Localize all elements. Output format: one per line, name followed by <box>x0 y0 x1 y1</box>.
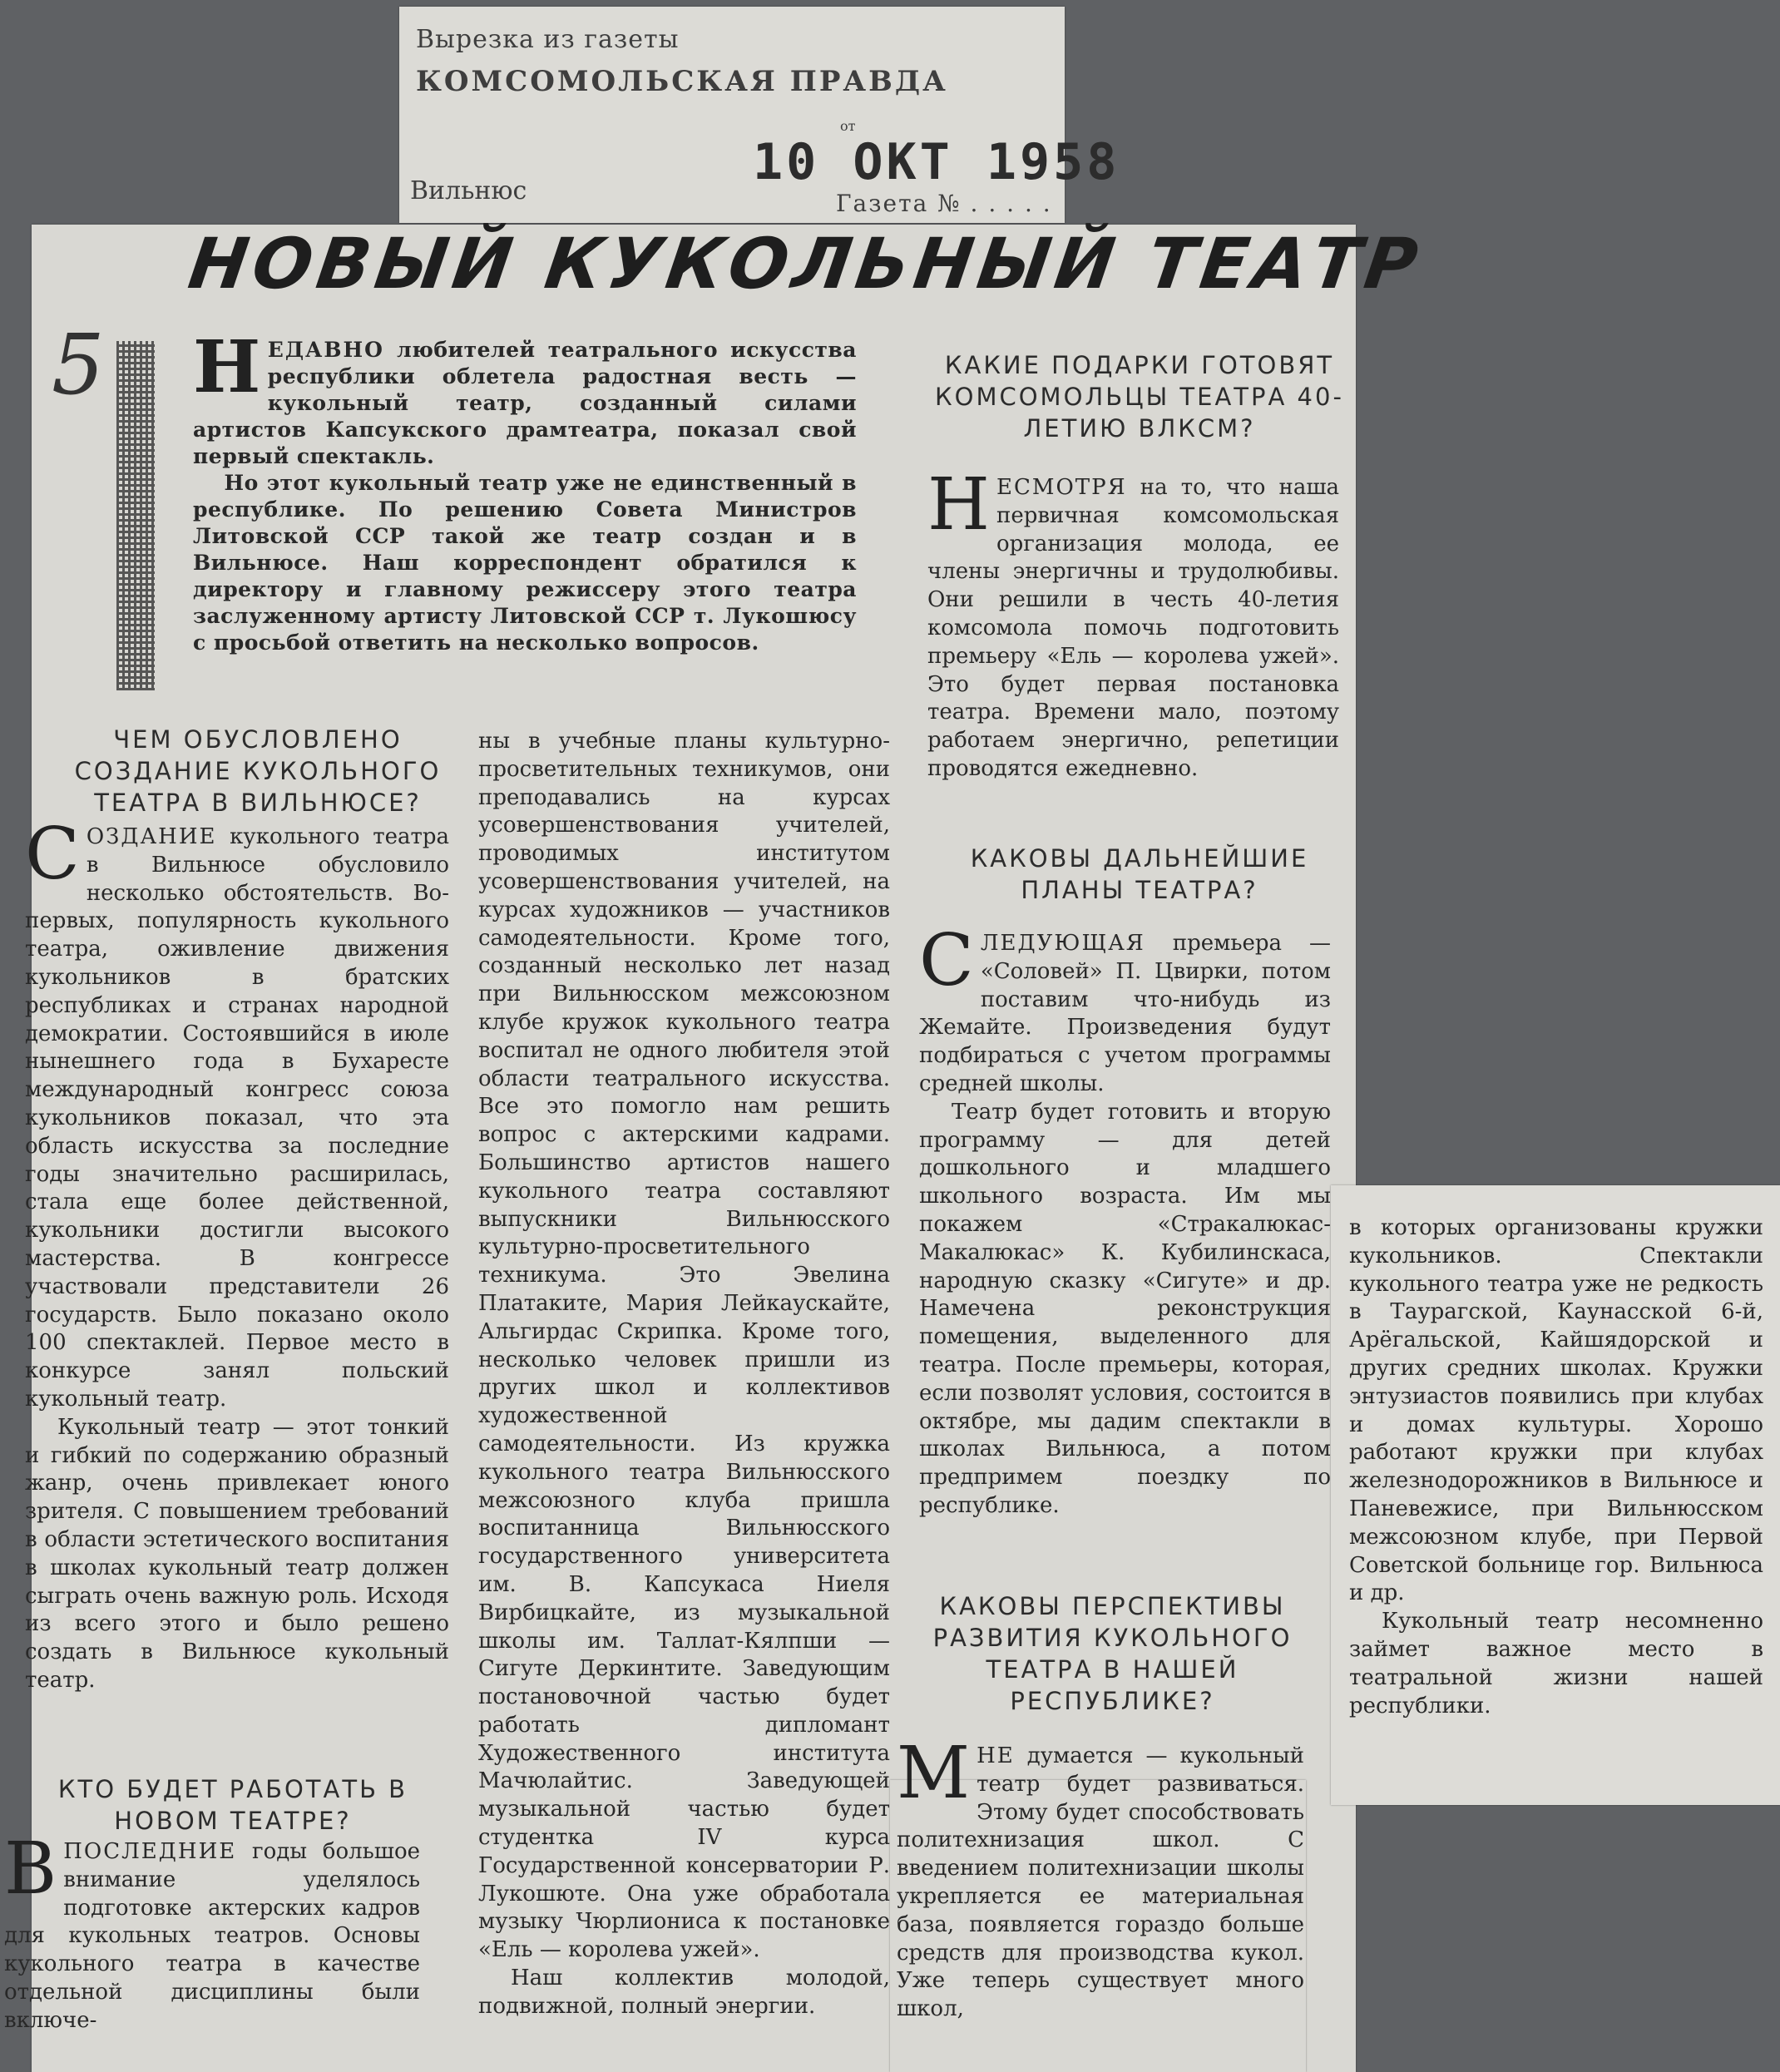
question-1-heading: ЧЕМ ОБУСЛОВЛЕНО СОЗДАНИЕ КУКОЛЬНОГО ТЕАТРА В ВИЛЬНЮСЕ? <box>74 725 442 817</box>
answer-1-block <box>25 813 449 1695</box>
intro-paragraph-1 <box>193 325 857 470</box>
answer-1-paragraph-2: Кукольный театр — этот тонкий и гибкий по содержанию образный жанр, очень привлекает юного зрителя. С повышением требований в области эстетического воспитания в школах кукольный театр должен сыграть очень важную роль. Исходя из всего этого и было решено создать в Вильнюсе кукольный театр. <box>25 1414 449 1693</box>
answer-4-paragraph-2: Театр будет готовить и вторую программу — для детей дошкольного и младшего школьного возраста. Им мы покажем «Стракалюкас-Макалюкас» К. Кубилинскаса, народную сказку «Сигуте» и др. Намечена реконструкция помещения, выделенного для театра. После премьеры, которая, если позволят условия, состоится в октябре, мы дадим спектакли в школах Вильнюса, а потом предпримем поездку по республике. <box>919 1099 1331 1518</box>
intro-paragraph-2: Но этот кукольный театр уже не единственный в республике. По решению Совета Министров Литовской ССР такой же театр создан и в Вильнюсе. Наш корреспондент обратился к директору и главному режиссеру этого театра заслуженному артисту Литовской ССР т. Лукошюсу с просьбой ответить на несколько вопросов. <box>193 471 857 655</box>
question-3-heading: КАКИЕ ПОДАРКИ ГОТОВЯТ КОМСОМОЛЬЦЫ ТЕАТРА 40-ЛЕТИЮ ВЛКСМ? <box>935 351 1344 443</box>
answer-5-lead-word: НЕ <box>977 1743 1015 1768</box>
label-from: от <box>840 118 856 134</box>
answer-4-p1-text: премьера — «Соловей» П. Цвирки, потом поставим что-нибудь из Жемайте. Произведения будут подбираться с учетом программы средней школы. <box>919 931 1331 1096</box>
answer-5-dropcap: М <box>897 1732 971 1815</box>
question-4-heading: КАКОВЫ ДАЛЬНЕЙШИЕ ПЛАНЫ ТЕАТРА? <box>970 844 1309 904</box>
halftone-bar-decoration <box>116 341 155 690</box>
column-4-paragraph-1: в которых организованы кружки кукольников. Спектакли кукольного театра уже не редкость в Таурагской, Каунасской 6-й, Арёгальской, Кайшядорской и других средних школах. Кружки энтузиастов появились при клубах и домах культуры. Хорошо работают кружки при клубах железнодорожников в Вильнюсе и Паневежисе, при Вильнюсском межсоюзном клубе, при Первой Советской больнице гор. Вильнюса и др. <box>1349 1215 1763 1606</box>
answer-2-lead-word: ПОСЛЕДНИЕ <box>63 1839 237 1864</box>
answer-2-dropcap: В <box>4 1827 57 1911</box>
question-2-heading: КТО БУДЕТ РАБОТАТЬ В НОВОМ ТЕАТРЕ? <box>57 1775 408 1835</box>
intro-dropcap: Н <box>193 325 261 409</box>
answer-4-paragraph-1 <box>919 919 1331 1099</box>
answer-3-block <box>927 463 1339 784</box>
column-4-block <box>1349 1214 1763 1720</box>
answer-5-block <box>897 1732 1304 2024</box>
date-stamp: 10 ОКТ 1958 <box>753 133 1120 191</box>
answer-5-paragraph-1 <box>897 1732 1304 2024</box>
column-4-paragraph-2: Кукольный театр несомненно займет важное место в театральной жизни нашей республики. <box>1349 1609 1763 1718</box>
answer-3-p1-text: на то, что наша первичная комсомольская организация молода, ее члены энергичны и трудолюбивы. Они решили в честь 40-летия комсомола помочь подготовить премьеру «Ель — королева ужей». Это будет первая постановка театра. Времени мало, поэтому работаем энергично, репетиции проводятся ежедневно. <box>927 475 1339 781</box>
handwritten-margin-mark: 5 <box>52 316 105 413</box>
answer-4-block <box>919 919 1331 1521</box>
article-headline: НОВЫЙ КУКОЛЬНЫЙ ТЕАТР <box>184 223 1427 304</box>
answer-4-dropcap: С <box>919 919 974 1002</box>
question-5-heading: КАКОВЫ ПЕРСПЕКТИВЫ РАЗВИТИЯ КУКОЛЬНОГО ТЕАТРА В НАШЕЙ РЕСПУБЛИКЕ? <box>932 1592 1293 1715</box>
answer-2-p1-text: годы большое внимание уделялось подготовке актерских кадров для кукольных театров. Основы кукольного театра в качестве отдельной дисциплины были включе- <box>4 1839 420 2033</box>
label-clipping-from: Вырезка из газеты <box>416 25 680 54</box>
label-issue-number: Газета № . . . . . <box>836 190 1052 217</box>
answer-1-lead-word: ОЗДАНИЕ <box>86 824 217 849</box>
answer-1-p1-text: кукольного театра в Вильнюсе обусловило несколько обстоятельств. Во-первых, популярность кукольного театра, оживление движения кукольников в братских республиках и странах народной демократии. Состоявшийся в июле нынешнего года в Бухаресте международный конгресс союза кукольников показал, что эта область искусства за последние годы значительно расширилась, стала еще более действенной, кукольники достигли высокого мастерства. В конгрессе участвовали представители 26 государств. Было показано около 100 спектаклей. Первое место в конкурсе занял польский кукольный театр. <box>25 824 449 1412</box>
answer-3-paragraph-1 <box>927 463 1339 784</box>
column-2-paragraph-1: ны в учебные планы культурно-просветительных техникумов, они преподавались на курсах усовершенствования учителей, проводимых институтом усовершенствования учителей, на курсах художников — участников самодеятельности. Кроме того, созданный несколько лет назад при Вильнюсском межсоюзном клубе кружок кукольного театра воспитал не одного любителя этой области театрального искусства. Все это помогло нам решить вопрос с актерскими кадрами. Большинство артистов нашего кукольного театра составляют выпускники Вильнюсского культурно-просветительного техникума. Это Эвелина Платаките, Мария Лейкаускайте, Альгирдас Скрипка. Кроме того, несколько человек пришли из других школ и коллективов художественной самодеятельности. Из кружка кукольного театра Вильнюсского межсоюзного клуба пришла воспитанница Вильнюсского государственного университета им. В. Капсукаса Ниеля Вирбицкайте, из музыкальной школы им. Таллат-Кялпши — Сигуте Деркинтите. Заведующим постановочной частью будет работать дипломант Художественного института Мачюлайтис. Заведующей музыкальной частью будет студентка IV курса Государственной консерватории Р. Лукошюте. Она уже обработала музыку Чюрлиониса к постановке «Ель — королева ужей». <box>478 729 890 1963</box>
answer-1-paragraph-1 <box>25 813 449 1414</box>
label-city: Вильнюс <box>410 176 527 205</box>
intro-block <box>193 325 857 656</box>
intro-p1-text: любителей театрального искусства республики облетела радостная весть — кукольный театр, созданный силами артистов Капсукского драмтеатра, показал свой первый спектакль. <box>193 338 857 468</box>
intro-lead-word: ЕДАВНО <box>267 338 384 362</box>
answer-3-lead-word: ЕСМОТРЯ <box>996 475 1127 500</box>
answer-3-dropcap: Н <box>927 463 990 546</box>
answer-2-paragraph-1 <box>4 1827 420 2035</box>
answer-2-block <box>4 1827 420 2035</box>
column-2-block <box>478 728 890 2021</box>
answer-4-lead-word: ЛЕДУЮЩАЯ <box>980 931 1145 956</box>
answer-1-dropcap: С <box>25 813 80 896</box>
answer-5-p1-text: думается — кукольный театр будет развиваться. Этому будет способствовать политехнизация школ. С введением политехнизации школы укрепляется ее материальная база, появляется гораздо больше средств для производства кукол. Уже теперь существует много школ, <box>897 1743 1304 2022</box>
label-newspaper-name: КОМСОМОЛЬСКАЯ ПРАВДА <box>416 65 948 98</box>
column-2-paragraph-2: Наш коллектив молодой, подвижной, полный энергии. <box>478 1966 890 2019</box>
